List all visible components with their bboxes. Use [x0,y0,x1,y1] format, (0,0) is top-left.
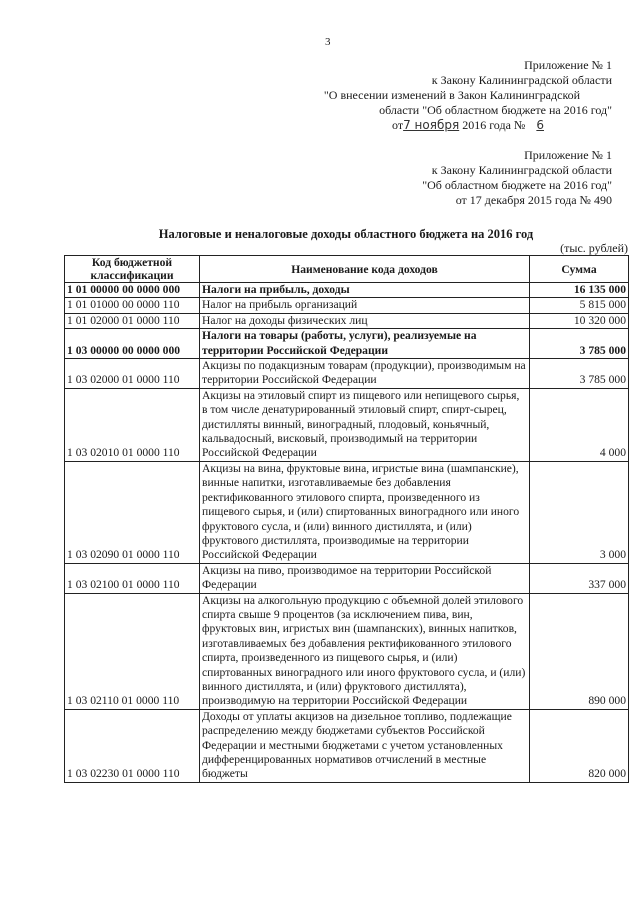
header-sum: Сумма [530,256,629,283]
header-name: Наименование кода доходов [200,256,530,283]
handwritten-date: 7 ноября [403,118,460,132]
revenue-table [64,255,629,783]
appendix-line: "О внесении изменений в Закон Калининградской [323,88,581,102]
row-code: 1 03 02000 01 0000 110 [65,359,200,389]
row-sum: 820 000 [530,709,629,782]
header-code: Код бюджетной классификации [65,256,200,283]
table-row [65,563,629,593]
row-code: 1 03 02230 01 0000 110 [65,709,200,782]
appendix-original [422,148,612,208]
appendix-line: "Об областном бюджете на 2016 год" [422,178,612,192]
row-name: Налоги на товары (работы, услуги), реализуемые на территории Российской Федерации [200,329,530,359]
row-code: 1 03 02110 01 0000 110 [65,593,200,709]
row-name: Акцизы на пиво, производимое на территории Российской Федерации [200,563,530,593]
page-number: 3 [325,36,331,48]
date-suffix: 2016 года № [462,118,526,132]
row-name: Акцизы на этиловый спирт из пищевого или непищевого сырья, в том числе денатурированный этиловый спирт, спирт-сырец, дистилляты винный, виноградный, плодовый, коньячный, кальвадосный, висковый, производимый на территории Российской Федерации [200,388,530,461]
appendix-amendment [292,58,612,133]
row-name: Акцизы по подакцизным товарам (продукции), производимым на территории Российской Федерации [200,359,530,389]
units-label: (тыс. рублей) [560,241,628,255]
appendix-line: к Закону Калининградской области [431,73,612,87]
row-name: Налог на доходы физических лиц [200,313,530,328]
date-prefix: от [392,118,404,132]
row-sum: 4 000 [530,388,629,461]
row-code: 1 01 02000 01 0000 110 [65,313,200,328]
row-sum: 3 785 000 [530,359,629,389]
row-name: Налог на прибыль организаций [200,298,530,313]
handwritten-number: 6 [536,118,544,132]
appendix-line: от 17 декабря 2015 года № 490 [455,193,612,207]
table-row [65,359,629,389]
appendix-line: области "Об областном бюджете на 2016 год" [379,103,612,117]
table-row [65,329,629,359]
table-row [65,709,629,782]
row-name: Акцизы на вина, фруктовые вина, игристые вина (шампанские), винные напитки, изготавливаемые без добавления ректификованного этилового спирта, произведенного из пищевого сырья, и (или) спиртованных виноградного или иного фруктового сусла, и (или) винного дистиллята, и (или) фруктового дистиллята, производимые на территории Российской Федерации [200,461,530,563]
row-code: 1 01 01000 00 0000 110 [65,298,200,313]
row-code: 1 03 02100 01 0000 110 [65,563,200,593]
row-sum: 10 320 000 [530,313,629,328]
row-sum: 5 815 000 [530,298,629,313]
row-sum: 3 785 000 [530,329,629,359]
table-row [65,313,629,328]
table-row [65,461,629,563]
row-name: Доходы от уплаты акцизов на дизельное топливо, подлежащие распределению между бюджетами субъектов Российской Федерации и местными бюджетами с учетом установленных дифференцированных нормативов отчислений в местные бюджеты [200,709,530,782]
row-code: 1 03 02010 01 0000 110 [65,388,200,461]
table-row [65,388,629,461]
row-code: 1 01 00000 00 0000 000 [65,283,200,298]
row-sum: 16 135 000 [530,283,629,298]
table-row [65,298,629,313]
row-code: 1 03 00000 00 0000 000 [65,329,200,359]
appendix-line: Приложение № 1 [524,58,612,72]
appendix-line: Приложение № 1 [524,148,612,162]
row-sum: 337 000 [530,563,629,593]
row-code: 1 03 02090 01 0000 110 [65,461,200,563]
document-title: Налоговые и неналоговые доходы областного бюджета на 2016 год [158,227,534,241]
table-row [65,593,629,709]
row-name: Акцизы на алкогольную продукцию с объемной долей этилового спирта свыше 9 процентов (за исключением пива, вин, фруктовых вин, игристых вин (шампанских), винных напитков, изготавливаемых без добавления ректификованного этилового спирта, произведенного из пищевого сырья, и (или) спиртованных виноградного или иного фруктового сусла, и (или) винного дистиллята, и (или) фруктового дистиллята), производимую на территории Российской Федерации [200,593,530,709]
appendix-date-line [292,118,612,133]
row-name: Налоги на прибыль, доходы [200,283,530,298]
row-sum: 890 000 [530,593,629,709]
appendix-line: к Закону Калининградской области [431,163,612,177]
row-sum: 3 000 [530,461,629,563]
table-row [65,283,629,298]
